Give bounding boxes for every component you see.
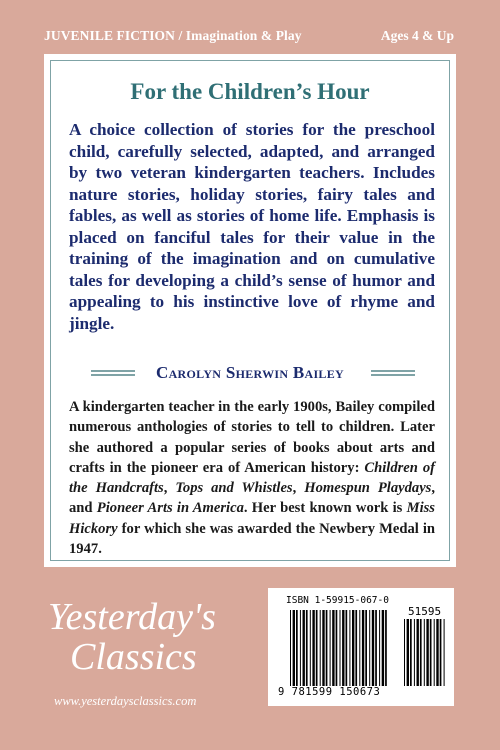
publisher-website: www.yesterdaysclassics.com xyxy=(54,694,197,708)
bio-end: for which she was awarded the Newbery Medal in 1947. xyxy=(69,520,435,558)
barcode-bar xyxy=(346,610,348,686)
barcode-bar xyxy=(372,610,374,686)
barcode-bar xyxy=(434,619,435,686)
barcode-bar xyxy=(382,610,384,686)
barcode-bar xyxy=(306,610,308,686)
barcode-bar xyxy=(410,619,412,686)
barcode-bar xyxy=(352,610,354,686)
barcode-bar xyxy=(385,610,387,686)
book-title-heading: For the Children’s Hour xyxy=(130,79,370,104)
barcode-bar xyxy=(303,610,305,686)
barcode-bar xyxy=(300,610,301,686)
publisher-logo xyxy=(48,597,216,677)
bio-intro: A kindergarten teacher in the early 1900s, Bailey compiled numerous anthologies of stories to tell to children. Later she authored a popular series of books about arts and crafts in the pioneer era of American history: xyxy=(69,399,435,476)
barcode-bar xyxy=(359,610,360,686)
barcode-bar xyxy=(369,610,370,686)
bio-separator: , and xyxy=(69,480,436,517)
top-bar xyxy=(0,0,500,48)
barcode-bar xyxy=(379,610,380,686)
book-title-pioneer-arts: Pioneer Arts in America xyxy=(96,500,244,517)
barcode-bar xyxy=(322,610,324,686)
logo-line-1: Yesterday's xyxy=(48,596,216,638)
barcode-main-icon xyxy=(290,610,390,686)
book-title-tops: Tops and Whistles xyxy=(175,480,293,497)
barcode-bar xyxy=(407,619,409,686)
book-description: A choice collection of stories for the preschool child, carefully selected, adapted, and arranged by two veteran kindergarten teachers. Includes nature stories, holiday stories, fairy tales and fables, as well as stories of home life. Emphasis is placed on fanciful tales for their value in the training of the imagination and on cumulative tales for developing a child’s sense of humor and appealing to his instinctive love of rhyme and jingle. xyxy=(69,120,435,333)
barcode-bar xyxy=(365,610,367,686)
author-row xyxy=(51,363,449,385)
logo-line-2: Classics xyxy=(70,636,197,678)
book-title-miss-hickory: Miss Hickory xyxy=(69,500,435,537)
category-label: JUVENILE FICTION / Imagination & Play xyxy=(44,28,302,43)
barcode-bar xyxy=(330,610,331,686)
barcode-bar xyxy=(444,619,445,686)
barcode-bar xyxy=(440,619,442,686)
isbn-label: ISBN 1-59915-067-0 xyxy=(286,595,389,606)
barcode-bar xyxy=(436,619,438,686)
book-title-playdays: Homespun Playdays xyxy=(304,480,432,497)
bio-middle: . Her best known work is xyxy=(243,500,407,517)
barcode-bar xyxy=(375,610,377,686)
barcode-bar xyxy=(340,610,341,686)
barcode-bar xyxy=(310,610,311,686)
barcode-bar xyxy=(417,619,419,686)
description-panel xyxy=(44,54,456,567)
right-divider-rule xyxy=(371,370,415,376)
barcode-bar xyxy=(426,619,428,686)
barcode-bar xyxy=(342,610,344,686)
barcode-supplement-icon xyxy=(404,619,446,686)
barcode-bar xyxy=(336,610,338,686)
barcode-bar xyxy=(293,610,295,686)
barcode-bar xyxy=(312,610,314,686)
barcode-bar xyxy=(404,619,405,686)
panel-border xyxy=(50,60,450,561)
barcode-digits: 9 781599 150673 xyxy=(278,686,381,698)
barcode-bar xyxy=(332,610,334,686)
barcode-bar xyxy=(430,619,432,686)
bio-separator: , xyxy=(292,480,305,497)
barcode-bar xyxy=(320,610,321,686)
barcode-bar xyxy=(420,619,422,686)
barcode-bar xyxy=(414,619,415,686)
author-name: Carolyn Sherwin Bailey xyxy=(156,363,344,382)
barcode-bar xyxy=(355,610,357,686)
bio-separator: , xyxy=(163,480,176,497)
barcode-box xyxy=(268,588,454,706)
barcode-bar xyxy=(290,610,291,686)
barcode-bar xyxy=(316,610,318,686)
barcode-bar xyxy=(349,610,350,686)
barcode-bar xyxy=(326,610,328,686)
age-range-label: Ages 4 & Up xyxy=(380,28,454,43)
price-code: 51595 xyxy=(408,605,442,618)
author-bio xyxy=(69,397,435,559)
barcode-bar xyxy=(296,610,298,686)
book-title-handcrafts: Children of the Handcrafts xyxy=(69,459,435,497)
barcode-bar xyxy=(362,610,364,686)
barcode-bar xyxy=(424,619,425,686)
